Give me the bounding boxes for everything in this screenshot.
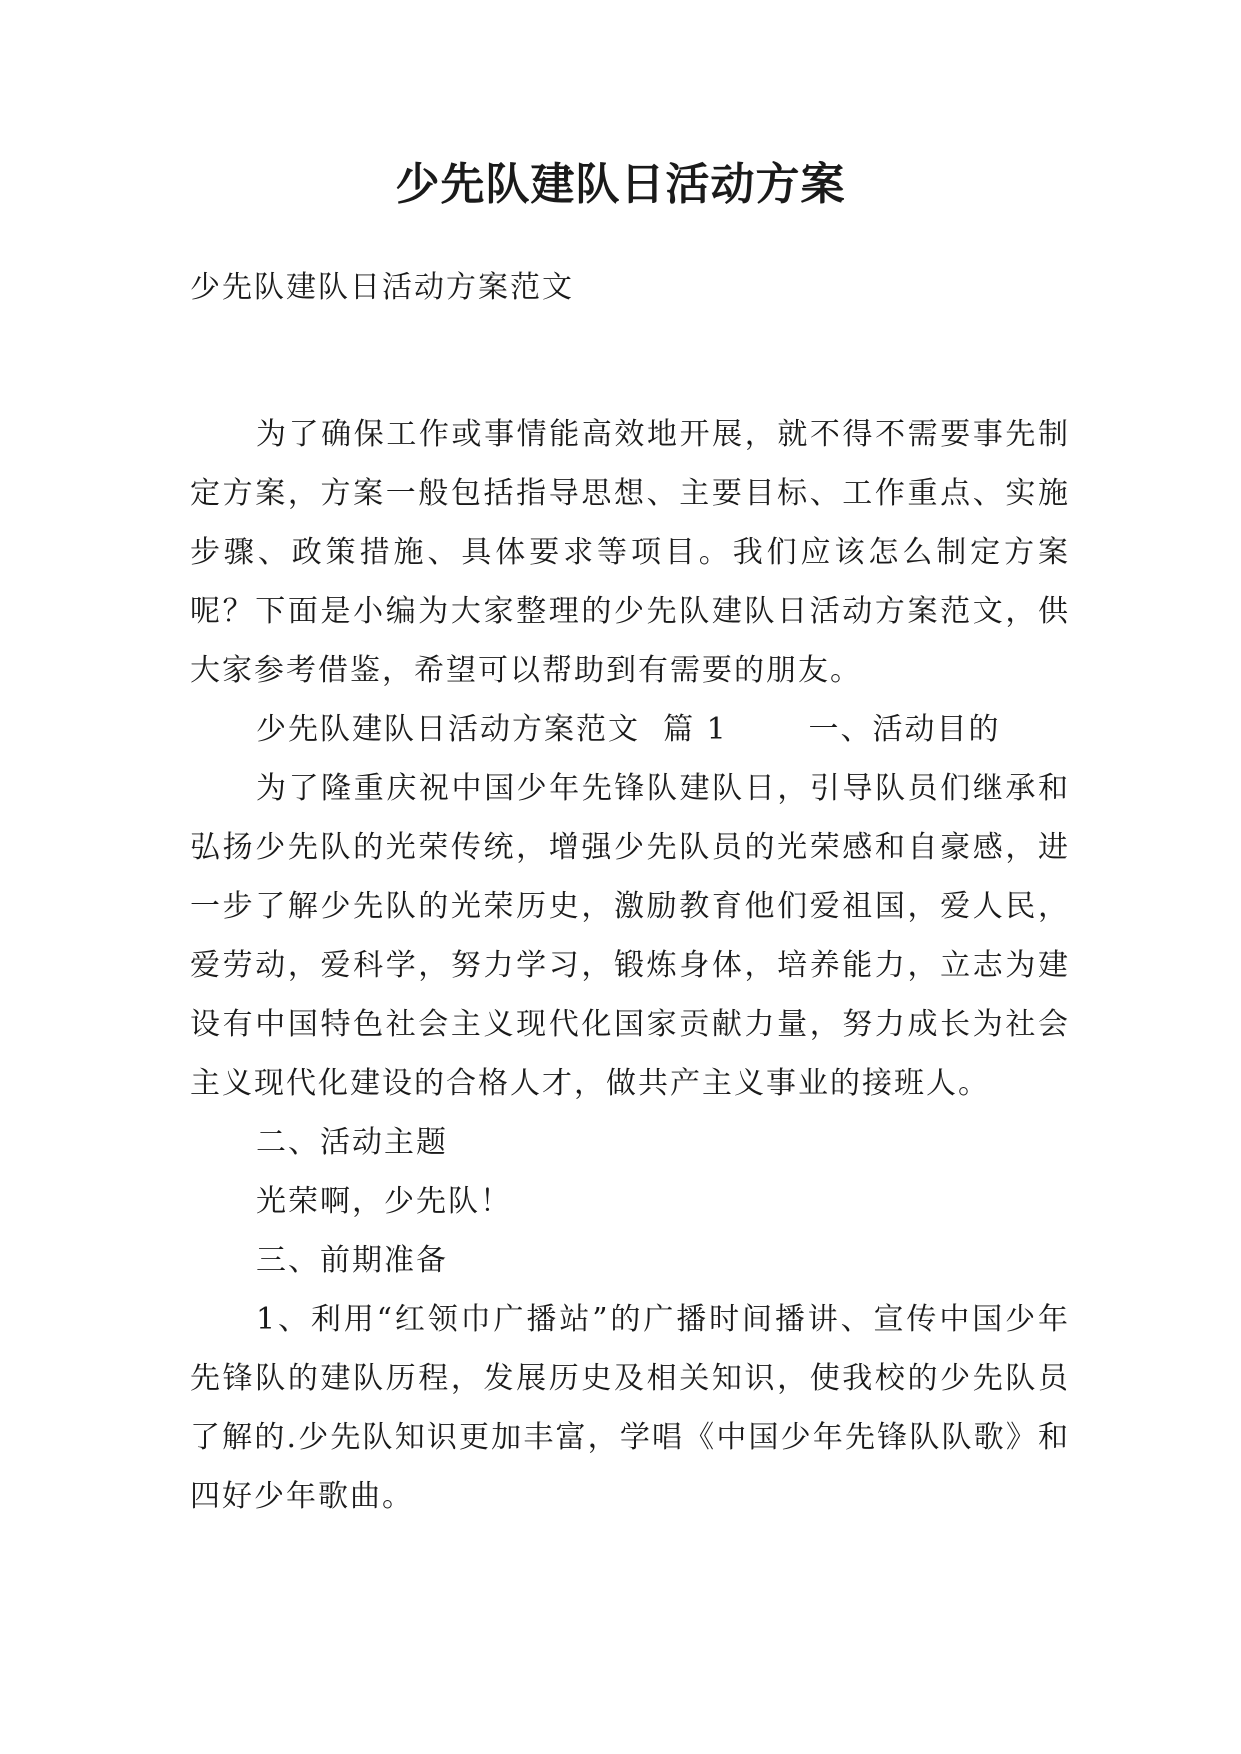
preparation-heading: 三、前期准备 bbox=[256, 1243, 448, 1278]
section-heading-line: 少先队建队日活动方案范文 篇 1 一、活动目的 bbox=[256, 712, 1001, 747]
theme-heading: 二、活动主题 bbox=[256, 1125, 448, 1160]
purpose-paragraph: 为了隆重庆祝中国少年先锋队建队日，引导队员们继承和弘扬少先队的光荣传统，增强少先队员的光荣感和自豪感，进一步了解少先队的光荣历史，激励教育他们爱祖国，爱人民，爱劳动，爱科学，努力学习，锻炼身体，培养能力，立志为建设有中国特色社会主义现代化国家贡献力量，努力成长为社会主义现代化建设的合格人才，做共产主义事业的接班人。 bbox=[190, 771, 1070, 1101]
document-title: 少先队建队日活动方案 bbox=[395, 159, 846, 210]
preparation-paragraph: 1、利用“红领巾广播站”的广播时间播讲、宣传中国少年先锋队的建队历程，发展历史及相关知识，使我校的少先队员了解的.少先队知识更加丰富，学唱《中国少年先锋队队歌》和四好少年歌曲。 bbox=[190, 1302, 1070, 1514]
document-body bbox=[190, 405, 1070, 1526]
document-subtitle: 少先队建队日活动方案范文 bbox=[190, 270, 574, 305]
intro-paragraph: 为了确保工作或事情能高效地开展，就不得不需要事先制定方案，方案一般包括指导思想、主要目标、工作重点、实施步骤、政策措施、具体要求等项目。我们应该怎么制定方案呢？下面是小编为大家整理的少先队建队日活动方案范文，供大家参考借鉴，希望可以帮助到有需要的朋友。 bbox=[190, 417, 1070, 688]
theme-paragraph: 光荣啊，少先队！ bbox=[256, 1184, 512, 1219]
